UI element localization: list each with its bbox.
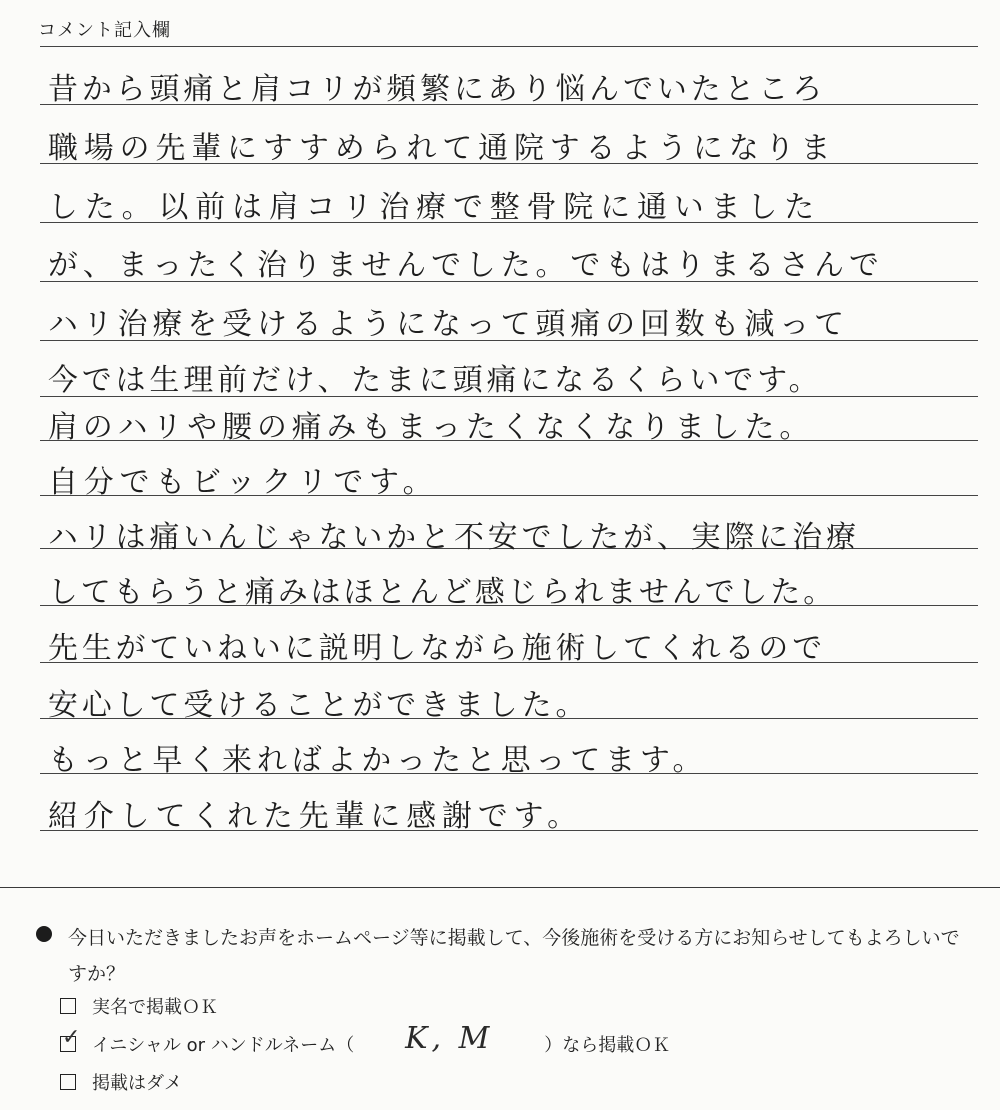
comment-line: ハリは痛いんじゃないかと不安でしたが、実際に治療	[48, 520, 860, 555]
comment-line: してもらうと痛みはほとんど感じられませんでした。	[48, 575, 837, 610]
comment-line: 今では生理前だけ、たまに頭痛になるくらいです。	[48, 363, 823, 398]
comment-line: 安心して受けることができました。	[48, 688, 590, 723]
option-real-name[interactable]	[60, 992, 218, 1020]
option-initials[interactable]	[60, 1020, 671, 1058]
option-suffix: ）なら掲載ＯＫ	[544, 1035, 671, 1056]
comment-line: もっと早く来ればよかったと思ってます。	[48, 743, 708, 778]
comment-line: した。以前は肩コリ治療で整骨院に通いました	[48, 190, 822, 225]
comment-line: ハリ治療を受けるようになって頭痛の回数も減って	[48, 307, 849, 342]
option-label: 実名で掲載ＯＫ	[92, 997, 218, 1018]
ruled-line	[40, 46, 978, 47]
option-no-publish[interactable]	[60, 1068, 182, 1096]
checkbox-checked[interactable]	[60, 1025, 81, 1052]
form-title: コメント記入欄	[38, 20, 171, 41]
consent-question: 今日いただきましたお声をホームページ等に掲載して、今後施術を受ける方にお知らせしてもよろしいですか？	[68, 927, 960, 985]
checkbox[interactable]	[60, 998, 76, 1014]
option-label: 掲載はダメ	[92, 1073, 182, 1094]
option-label: イニシャル or ハンドルネーム（	[92, 1035, 355, 1056]
comment-line: 先生がていねいに説明しながら施術してくれるので	[48, 631, 827, 666]
comment-line: 肩のハリや腰の痛みもまったくなくなりました。	[48, 410, 815, 445]
comment-line: が、まったく治りませんでした。でもはりまるさんで	[48, 248, 884, 283]
comment-line: 紹介してくれた先輩に感謝です。	[48, 799, 583, 834]
check-mark-icon: ✓	[62, 1025, 81, 1050]
comment-line: 自分でもビックリです。	[48, 465, 439, 500]
handle-value: K, M	[405, 1020, 494, 1056]
section-divider	[0, 887, 1000, 888]
comment-line: 昔から頭痛と肩コリが頻繁にあり悩んでいたところ	[48, 72, 827, 107]
comment-line: 職場の先輩にすすめられて通院するようになりま	[48, 131, 837, 166]
bullet-icon	[36, 926, 52, 942]
checkbox[interactable]	[60, 1074, 76, 1090]
